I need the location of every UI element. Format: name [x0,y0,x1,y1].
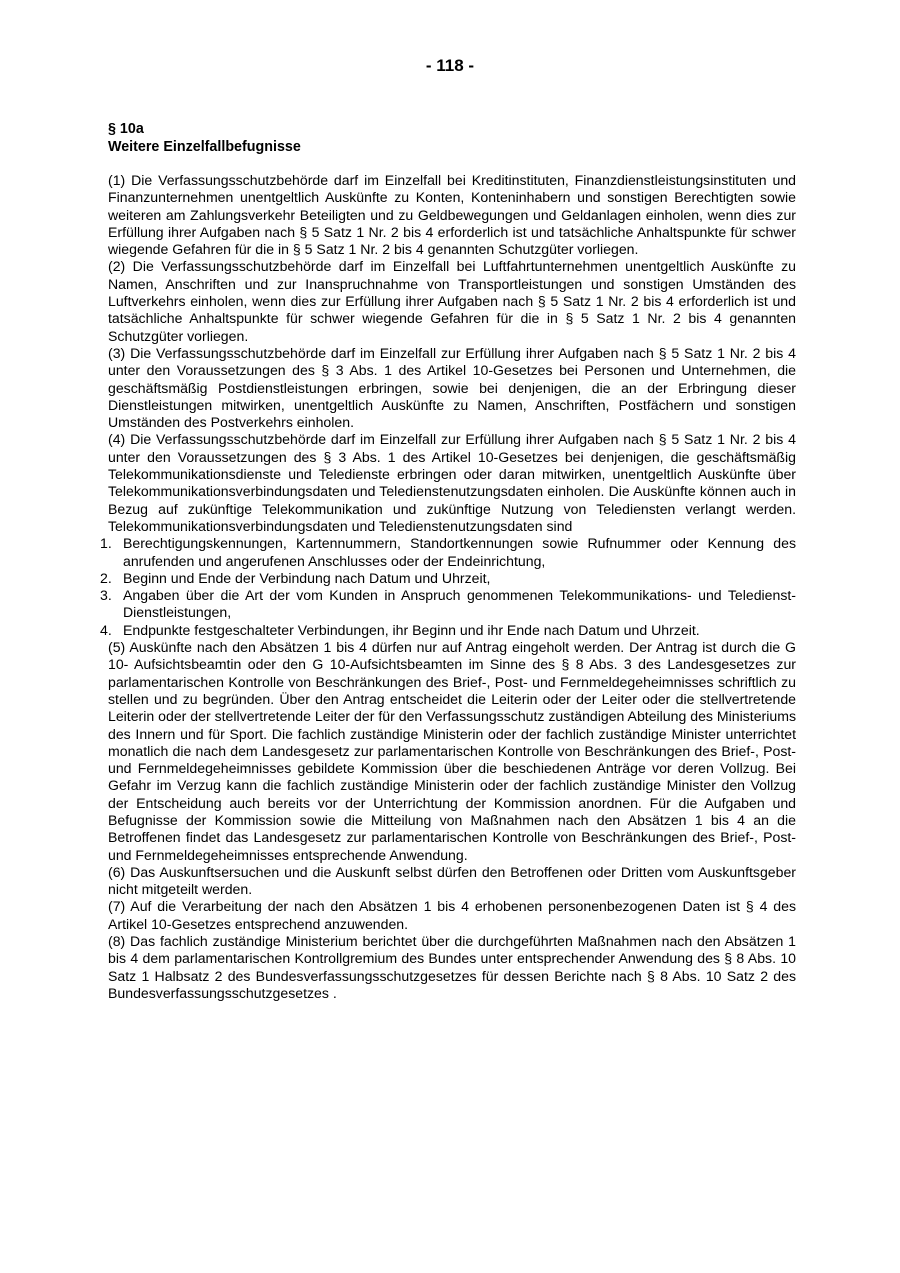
spacer [108,156,796,172]
list-item-number: 3. [100,587,112,604]
list-item-text: Angaben über die Art der vom Kunden in Anspruch genommenen Telekommunikations- und Teledienst- Dienstleistungen, [123,587,796,621]
list-item [100,569,796,587]
page-number: - 118 - [425,56,475,75]
list-item-number: 1. [100,535,112,552]
paragraph-3: (3) Die Verfassungsschutzbehörde darf im Einzelfall zur Erfüllung ihrer Aufgaben nach § 5 Satz 1 Nr. 2 bis 4 unter den Voraussetzungen des § 3 Abs. 1 des Artikel 10-Gesetzes bei Personen und Unternehmen, die geschäftsmäßig Postdienstleistungen erbringen, sowie bei denjenigen, die an der Erbringung dieser Dienstleistungen mitwirken, unentgeltlich Auskünfte zu Namen, Anschriften, Postfächern und sonstigen Umständen des Postverkehrs einholen. [108,344,796,431]
list-item [100,621,796,639]
list-item-text: Berechtigungskennungen, Kartennummern, Standortkennungen sowie Rufnummer oder Kennung des anrufenden und angerufenen Anschlusses oder der Endeinrichtung, [123,535,796,569]
paragraph-5: (5) Auskünfte nach den Absätzen 1 bis 4 dürfen nur auf Antrag eingeholt werden. Der Antrag ist durch die G 10- Aufsichtsbeamtin oder den G 10-Aufsichtsbeamten im Sinne des § 8 Abs. 3 des Landesgesetzes zur parlamentarischen Kontrolle von Beschränkungen des Brief-, Post- und Fernmeldegeheimnisses schriftlich zu stellen und zu begründen. Über den Antrag entscheidet die Leiterin oder der Leiter oder die stellvertretende Leiterin oder der stellvertretende Leiter der für den Verfassungsschutz zuständigen Abteilung des Ministeriums des Innern und für Sport. Die fachlich zuständige Ministerin oder der fachlich zuständige Minister unterrichtet monatlich die nach dem Landesgesetz zur parlamentarischen Kontrolle von Beschränkungen des Brief-, Post- und Fernmeldegeheimnisses gebildete Kommission über die beschiedenen Anträge vor deren Vollzug. Bei Gefahr im Verzug kann die fachlich zuständige Ministerin oder der fachlich zuständige Minister den Vollzug der Entscheidung auch bereits vor der Unterrichtung der Kommission anordnen. Für die Aufgaben und Befugnisse der Kommission sowie die Mitteilung von Maßnahmen nach den Absätzen 1 bis 4 an die Betroffenen findet das Landesgesetz zur parlamentarischen Kontrolle von Beschränkungen des Brief-, Post- und Fernmeldegeheimnisses entsprechende Anwendung. [108,639,796,863]
list-item [100,587,796,622]
list-item-text: Endpunkte festgeschalteter Verbindungen, ihr Beginn und ihr Ende nach Datum und Uhrzeit. [123,621,700,638]
document-body [100,120,796,1002]
section-title: Weitere Einzelfallbefugnisse [108,139,301,155]
paragraph-4: (4) Die Verfassungsschutzbehörde darf im Einzelfall zur Erfüllung ihrer Aufgaben nach § 5 Satz 1 Nr. 2 bis 4 unter den Voraussetzungen des § 3 Abs. 1 des Artikel 10-Gesetzes bei denjenigen, die geschäftsmäßig Telekommunikationsdienste und Teledienste erbringen oder daran mitwirken, unentgeltlich Auskünfte über Telekommunikationsverbindungsdaten und Teledienstenutzungsdaten einholen. Die Auskünfte können auch in Bezug auf zukünftige Telekommunikation und zukünftige Nutzung von Telediensten verlangt werden. Telekommunikationsverbindungsdaten und Teledienstenutzungsdaten sind [108,431,796,534]
paragraph-6: (6) Das Auskunftsersuchen und die Auskunft selbst dürfen den Betroffenen oder Dritten vom Auskunftsgeber nicht mitgeteilt werden. [108,863,796,898]
list-item-number: 4. [100,621,112,638]
paragraph-2: (2) Die Verfassungsschutzbehörde darf im Einzelfall bei Luftfahrtunternehmen unentgeltlich Auskünfte zu Namen, Anschriften und zur Inanspruchnahme von Transportleistungen und sonstigen Umständen des Luftverkehrs einholen, wenn dies zur Erfüllung ihrer Aufgaben nach § 5 Satz 1 Nr. 2 bis 4 erforderlich ist und tatsächliche Anhaltspunkte für schwer wiegende Gefahren für die in § 5 Satz 1 Nr. 2 bis 4 genannten Schutzgüter vorliegen. [108,258,796,344]
paragraph-7: (7) Auf die Verarbeitung der nach den Absätzen 1 bis 4 erhobenen personenbezogenen Daten ist § 4 des Artikel 10-Gesetzes entsprechend anzuwenden. [108,898,796,932]
data-categories-list [100,535,796,639]
paragraph-8: (8) Das fachlich zuständige Ministerium berichtet über die durchgeführten Maßnahmen nach den Absätzen 1 bis 4 dem parlamentarischen Kontrollgremium des Bundes unter entsprechender Anwendung des § 8 Abs. 10 Satz 1 Halbsatz 2 des Bundesverfassungsschutzgesetzes für dessen Berichte nach § 8 Abs. 10 Satz 2 des Bundesverfassungsschutzgesetzes . [108,933,796,1001]
section-number: § 10a [108,121,144,137]
list-item-text: Beginn und Ende der Verbindung nach Datum und Uhrzeit, [123,569,491,586]
list-item [100,535,796,570]
list-item-number: 2. [100,569,112,586]
paragraph-1: (1) Die Verfassungsschutzbehörde darf im Einzelfall bei Kreditinstituten, Finanzdienstleistungsinstituten und Finanzunternehmen unentgeltlich Auskünfte zu Konten, Konteninhabern und sonstigen Berechtigten sowie weiteren am Zahlungsverkehr Beteiligten und zu Geldbewegungen und Geldanlagen einholen, wenn dies zur Erfüllung ihrer Aufgaben nach § 5 Satz 1 Nr. 2 bis 4 erforderlich ist und tatsächliche Anhaltspunkte für schwer wiegende Gefahren für die in § 5 Satz 1 Nr. 2 bis 4 genannten Schutzgüter vorliegen. [108,172,796,258]
